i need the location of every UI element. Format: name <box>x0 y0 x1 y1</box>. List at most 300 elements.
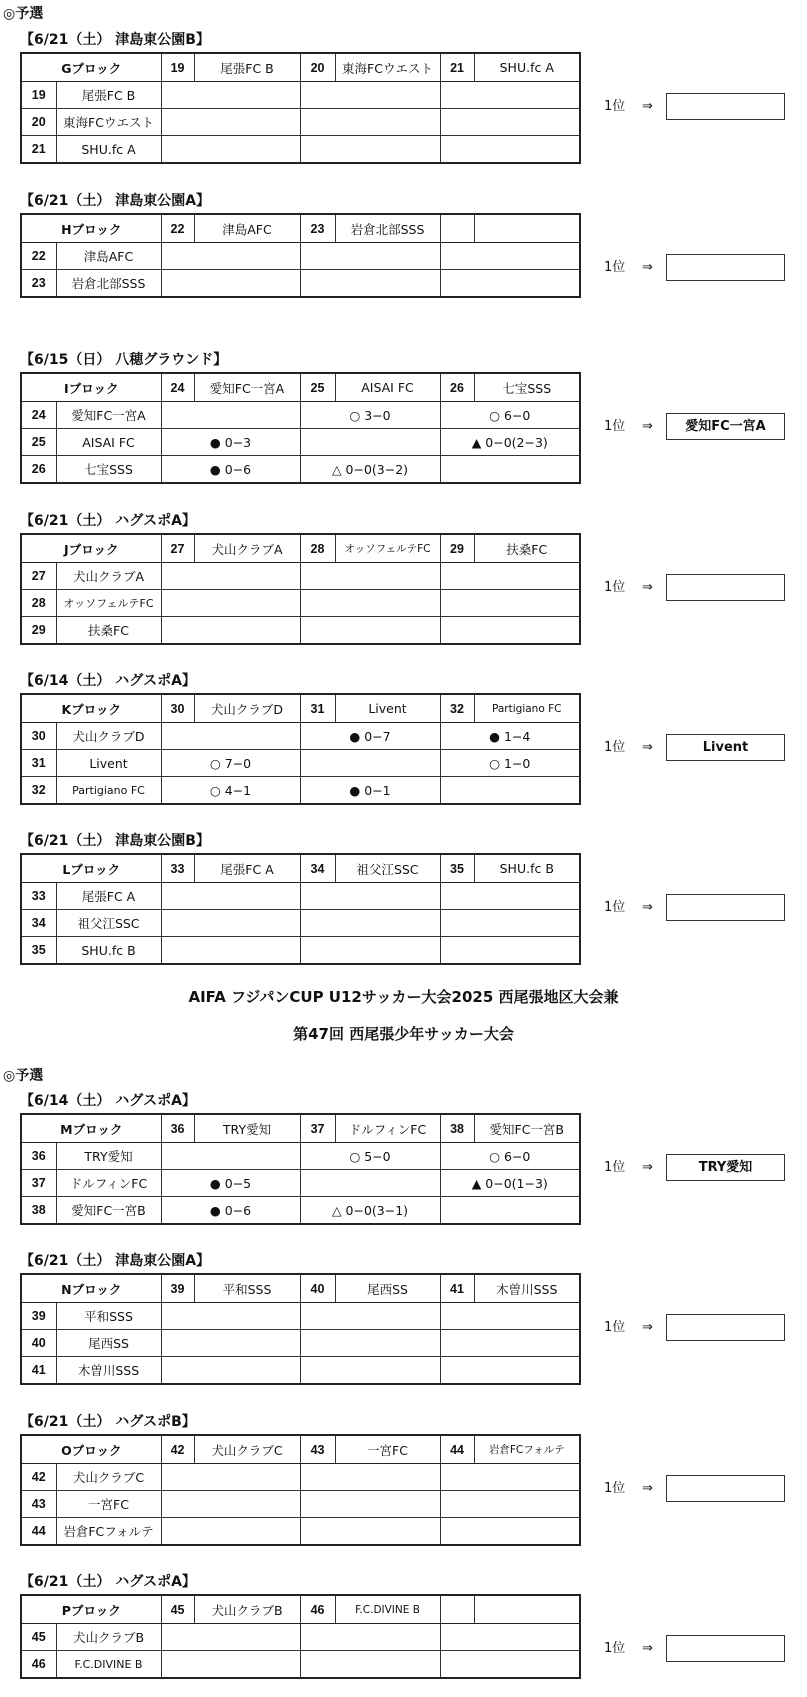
result-cell <box>440 563 580 590</box>
header-team-name: 愛知FC一宮B <box>474 1114 580 1143</box>
header-team-number: 29 <box>440 534 474 563</box>
header-row <box>21 1274 580 1303</box>
table-row <box>21 590 580 617</box>
result-cell: ▲ 0−0(2−3) <box>440 429 580 456</box>
row-team-number: 19 <box>21 82 56 109</box>
block-table <box>20 533 581 645</box>
row-team-number: 28 <box>21 590 56 617</box>
header-team-number: 40 <box>300 1274 335 1303</box>
arrow-right-icon: ⇒ <box>642 1160 653 1175</box>
block-name: Jブロック <box>21 534 161 563</box>
row-team-number: 27 <box>21 563 56 590</box>
first-place-label: 1位 <box>604 900 626 915</box>
table-row <box>21 617 580 645</box>
row-team-name: 犬山クラブC <box>56 1464 161 1491</box>
result-cell <box>440 1651 580 1679</box>
header-team-name: 木曽川SSS <box>474 1274 580 1303</box>
first-place-team-box: 愛知FC一宮A <box>666 413 785 440</box>
table-row <box>21 82 580 109</box>
row-team-number: 30 <box>21 723 56 750</box>
block-table <box>20 372 581 484</box>
result-cell: △ 0−0(3−2) <box>300 456 440 484</box>
row-team-number: 20 <box>21 109 56 136</box>
result-cell <box>300 1464 440 1491</box>
result-cell <box>161 910 300 937</box>
header-team-name: オッソフェルテFC <box>335 534 440 563</box>
result-cell <box>300 563 440 590</box>
header-team-name: 祖父江SSC <box>335 854 440 883</box>
row-team-number: 33 <box>21 883 56 910</box>
row-team-name: 岩倉FCフォルテ <box>56 1518 161 1546</box>
header-row <box>21 373 580 402</box>
result-cell <box>300 1491 440 1518</box>
header-team-name: 尾張FC B <box>194 53 300 82</box>
header-team-number <box>440 1595 474 1624</box>
arrow-right-icon: ⇒ <box>642 740 653 755</box>
result-cell: ● 0−1 <box>300 777 440 805</box>
row-team-name: 扶桑FC <box>56 617 161 645</box>
header-team-number: 45 <box>161 1595 194 1624</box>
arrow-right-icon: ⇒ <box>642 1320 653 1335</box>
table-row <box>21 750 580 777</box>
header-team-name: 岩倉FCフォルテ <box>474 1435 580 1464</box>
block-name: Lブロック <box>21 854 161 883</box>
header-team-number: 34 <box>300 854 335 883</box>
header-row <box>21 53 580 82</box>
table-row <box>21 402 580 429</box>
row-team-name: Livent <box>56 750 161 777</box>
arrow-right-icon: ⇒ <box>642 1481 653 1496</box>
table-row <box>21 456 580 484</box>
header-team-name <box>474 214 580 243</box>
row-team-name: 犬山クラブB <box>56 1624 161 1651</box>
row-team-number: 36 <box>21 1143 56 1170</box>
block-table <box>20 213 581 298</box>
header-team-name: 犬山クラブC <box>194 1435 300 1464</box>
result-cell <box>161 1464 300 1491</box>
row-team-number: 45 <box>21 1624 56 1651</box>
header-team-name: 愛知FC一宮A <box>194 373 300 402</box>
row-team-number: 24 <box>21 402 56 429</box>
result-cell <box>300 1330 440 1357</box>
result-cell <box>440 1303 580 1330</box>
header-team-number: 44 <box>440 1435 474 1464</box>
header-team-number: 46 <box>300 1595 335 1624</box>
header-row <box>21 1114 580 1143</box>
result-cell: ○ 7−0 <box>161 750 300 777</box>
header-team-name: AISAI FC <box>335 373 440 402</box>
result-cell <box>300 617 440 645</box>
arrow-right-icon: ⇒ <box>642 260 653 275</box>
arrow-right-icon: ⇒ <box>642 1641 653 1656</box>
block-name: Mブロック <box>21 1114 161 1143</box>
first-place-label: 1位 <box>604 1641 626 1656</box>
row-team-name: SHU.fc A <box>56 136 161 164</box>
row-team-number: 46 <box>21 1651 56 1679</box>
first-place-label: 1位 <box>604 99 626 114</box>
header-team-name: ドルフィンFC <box>335 1114 440 1143</box>
table-row <box>21 1624 580 1651</box>
result-cell: ● 1−4 <box>440 723 580 750</box>
table-row <box>21 1491 580 1518</box>
result-cell <box>300 1624 440 1651</box>
table-row <box>21 1651 580 1679</box>
result-cell <box>300 270 440 298</box>
row-team-name: オッソフェルテFC <box>56 590 161 617</box>
result-cell <box>300 1170 440 1197</box>
tournament-title: AIFA フジパンCUP U12サッカー大会2025 西尾張地区大会兼 <box>188 988 619 1006</box>
row-team-name: 尾張FC A <box>56 883 161 910</box>
result-cell <box>161 1357 300 1385</box>
result-cell <box>440 136 580 164</box>
result-cell <box>161 243 300 270</box>
venue-heading: 【6/21（土） 津島東公園A】 <box>20 1253 211 1269</box>
result-cell <box>440 1491 580 1518</box>
row-team-name: 東海FCウエスト <box>56 109 161 136</box>
venue-heading: 【6/21（土） 津島東公園B】 <box>20 833 210 849</box>
venue-heading: 【6/14（土） ハグスポA】 <box>20 1093 196 1109</box>
header-team-number: 33 <box>161 854 194 883</box>
result-cell: ▲ 0−0(1−3) <box>440 1170 580 1197</box>
result-cell: ● 0−3 <box>161 429 300 456</box>
result-cell <box>440 270 580 298</box>
row-team-number: 38 <box>21 1197 56 1225</box>
result-cell <box>440 590 580 617</box>
venue-heading: 【6/21（土） 津島東公園B】 <box>20 32 210 48</box>
venue-heading: 【6/21（土） 津島東公園A】 <box>20 193 211 209</box>
first-place-team-box <box>666 894 785 921</box>
header-row <box>21 1595 580 1624</box>
table-row <box>21 136 580 164</box>
arrow-right-icon: ⇒ <box>642 419 653 434</box>
header-row <box>21 854 580 883</box>
row-team-number: 44 <box>21 1518 56 1546</box>
result-cell <box>300 243 440 270</box>
row-team-number: 35 <box>21 937 56 965</box>
header-team-number: 23 <box>300 214 335 243</box>
venue-heading: 【6/21（土） ハグスポB】 <box>20 1414 196 1430</box>
header-team-name: 津島AFC <box>194 214 300 243</box>
result-cell: ○ 6−0 <box>440 402 580 429</box>
block-table <box>20 1594 581 1679</box>
header-team-name: 平和SSS <box>194 1274 300 1303</box>
row-team-number: 23 <box>21 270 56 298</box>
result-cell <box>440 883 580 910</box>
row-team-name: AISAI FC <box>56 429 161 456</box>
section-heading-preliminary-2: ◎予選 <box>3 1068 44 1084</box>
block-name: Kブロック <box>21 694 161 723</box>
result-cell: ○ 1−0 <box>440 750 580 777</box>
header-team-name: TRY愛知 <box>194 1114 300 1143</box>
arrow-right-icon: ⇒ <box>642 580 653 595</box>
row-team-name: F.C.DIVINE B <box>56 1651 161 1679</box>
row-team-name: 尾張FC B <box>56 82 161 109</box>
result-cell <box>161 723 300 750</box>
result-cell <box>300 937 440 965</box>
result-cell <box>440 243 580 270</box>
result-cell <box>440 1197 580 1225</box>
table-row <box>21 563 580 590</box>
block-table <box>20 52 581 164</box>
result-cell: ● 0−5 <box>161 1170 300 1197</box>
header-team-number: 21 <box>440 53 474 82</box>
result-cell <box>161 883 300 910</box>
row-team-name: 一宮FC <box>56 1491 161 1518</box>
header-team-number: 19 <box>161 53 194 82</box>
result-cell <box>161 136 300 164</box>
table-row <box>21 429 580 456</box>
result-cell <box>440 109 580 136</box>
header-team-number: 42 <box>161 1435 194 1464</box>
table-row <box>21 777 580 805</box>
first-place-team-box: TRY愛知 <box>666 1154 785 1181</box>
row-team-name: 七宝SSS <box>56 456 161 484</box>
header-team-name: 尾張FC A <box>194 854 300 883</box>
header-team-number: 22 <box>161 214 194 243</box>
result-cell <box>161 937 300 965</box>
table-row <box>21 243 580 270</box>
result-cell <box>300 1357 440 1385</box>
row-team-number: 32 <box>21 777 56 805</box>
row-team-name: 犬山クラブA <box>56 563 161 590</box>
header-team-name: SHU.fc A <box>474 53 580 82</box>
block-name: Iブロック <box>21 373 161 402</box>
result-cell: ● 0−6 <box>161 1197 300 1225</box>
header-team-name: 七宝SSS <box>474 373 580 402</box>
result-cell <box>440 1357 580 1385</box>
header-row <box>21 694 580 723</box>
block-table <box>20 693 581 805</box>
result-cell <box>300 883 440 910</box>
result-cell <box>161 1651 300 1679</box>
result-cell <box>161 1303 300 1330</box>
table-row <box>21 1170 580 1197</box>
result-cell <box>161 617 300 645</box>
header-team-name: 東海FCウエスト <box>335 53 440 82</box>
result-cell <box>161 1143 300 1170</box>
header-team-name: 扶桑FC <box>474 534 580 563</box>
first-place-label: 1位 <box>604 1160 626 1175</box>
table-row <box>21 1518 580 1546</box>
result-cell <box>161 590 300 617</box>
result-cell <box>440 1330 580 1357</box>
header-team-name: 岩倉北部SSS <box>335 214 440 243</box>
result-cell: ● 0−6 <box>161 456 300 484</box>
row-team-name: 愛知FC一宮A <box>56 402 161 429</box>
header-team-number: 35 <box>440 854 474 883</box>
row-team-name: Partigiano FC <box>56 777 161 805</box>
result-cell <box>161 1330 300 1357</box>
row-team-number: 22 <box>21 243 56 270</box>
row-team-number: 21 <box>21 136 56 164</box>
block-name: Gブロック <box>21 53 161 82</box>
row-team-name: 祖父江SSC <box>56 910 161 937</box>
table-row <box>21 910 580 937</box>
row-team-number: 37 <box>21 1170 56 1197</box>
block-table <box>20 1273 581 1385</box>
result-cell <box>161 109 300 136</box>
section-heading-preliminary: ◎予選 <box>3 6 44 22</box>
table-row <box>21 1143 580 1170</box>
result-cell <box>440 456 580 484</box>
header-row <box>21 534 580 563</box>
header-team-number: 38 <box>440 1114 474 1143</box>
result-cell <box>440 937 580 965</box>
block-name: Pブロック <box>21 1595 161 1624</box>
header-team-name: SHU.fc B <box>474 854 580 883</box>
row-team-name: SHU.fc B <box>56 937 161 965</box>
first-place-team-box <box>666 93 785 120</box>
result-cell <box>440 617 580 645</box>
venue-heading: 【6/21（土） ハグスポA】 <box>20 513 196 529</box>
first-place-label: 1位 <box>604 419 626 434</box>
result-cell: △ 0−0(3−1) <box>300 1197 440 1225</box>
first-place-team-box <box>666 574 785 601</box>
row-team-number: 31 <box>21 750 56 777</box>
header-team-number: 32 <box>440 694 474 723</box>
block-table <box>20 1434 581 1546</box>
header-team-number: 24 <box>161 373 194 402</box>
header-row <box>21 214 580 243</box>
table-row <box>21 723 580 750</box>
header-team-number: 39 <box>161 1274 194 1303</box>
table-row <box>21 1197 580 1225</box>
row-team-number: 42 <box>21 1464 56 1491</box>
header-row <box>21 1435 580 1464</box>
header-team-number: 31 <box>300 694 335 723</box>
first-place-team-box <box>666 254 785 281</box>
header-team-name: 犬山クラブD <box>194 694 300 723</box>
result-cell <box>161 270 300 298</box>
result-cell <box>440 82 580 109</box>
result-cell <box>440 910 580 937</box>
header-team-number: 30 <box>161 694 194 723</box>
row-team-number: 41 <box>21 1357 56 1385</box>
result-cell: ○ 3−0 <box>300 402 440 429</box>
row-team-number: 29 <box>21 617 56 645</box>
result-cell <box>300 109 440 136</box>
header-team-name <box>474 1595 580 1624</box>
row-team-number: 43 <box>21 1491 56 1518</box>
result-cell: ○ 6−0 <box>440 1143 580 1170</box>
header-team-name: Livent <box>335 694 440 723</box>
result-cell <box>300 429 440 456</box>
row-team-number: 34 <box>21 910 56 937</box>
venue-heading: 【6/21（土） ハグスポA】 <box>20 1574 196 1590</box>
row-team-name: 尾西SS <box>56 1330 161 1357</box>
table-row <box>21 109 580 136</box>
row-team-name: ドルフィンFC <box>56 1170 161 1197</box>
header-team-number <box>440 214 474 243</box>
row-team-name: 津島AFC <box>56 243 161 270</box>
header-team-number: 36 <box>161 1114 194 1143</box>
row-team-name: 愛知FC一宮B <box>56 1197 161 1225</box>
first-place-label: 1位 <box>604 260 626 275</box>
table-row <box>21 1464 580 1491</box>
arrow-right-icon: ⇒ <box>642 900 653 915</box>
block-name: Nブロック <box>21 1274 161 1303</box>
header-team-name: 犬山クラブB <box>194 1595 300 1624</box>
result-cell <box>300 136 440 164</box>
header-team-number: 25 <box>300 373 335 402</box>
result-cell <box>440 1464 580 1491</box>
tournament-subtitle: 第47回 西尾張少年サッカー大会 <box>293 1025 514 1043</box>
result-cell <box>161 1491 300 1518</box>
result-cell <box>300 82 440 109</box>
result-cell <box>300 1303 440 1330</box>
venue-heading: 【6/15（日） 八穂グラウンド】 <box>20 352 228 368</box>
row-team-name: TRY愛知 <box>56 1143 161 1170</box>
block-name: Oブロック <box>21 1435 161 1464</box>
header-team-name: Partigiano FC <box>474 694 580 723</box>
result-cell <box>300 1651 440 1679</box>
header-team-name: 尾西SS <box>335 1274 440 1303</box>
table-row <box>21 883 580 910</box>
table-row <box>21 1357 580 1385</box>
first-place-team-box: Livent <box>666 734 785 761</box>
first-place-team-box <box>666 1314 785 1341</box>
row-team-number: 26 <box>21 456 56 484</box>
result-cell <box>440 1518 580 1546</box>
table-row <box>21 1303 580 1330</box>
header-team-number: 43 <box>300 1435 335 1464</box>
row-team-name: 木曽川SSS <box>56 1357 161 1385</box>
block-table <box>20 853 581 965</box>
header-team-name: 一宮FC <box>335 1435 440 1464</box>
row-team-name: 犬山クラブD <box>56 723 161 750</box>
row-team-name: 平和SSS <box>56 1303 161 1330</box>
venue-heading: 【6/14（土） ハグスポA】 <box>20 673 196 689</box>
row-team-name: 岩倉北部SSS <box>56 270 161 298</box>
block-table <box>20 1113 581 1225</box>
result-cell <box>300 750 440 777</box>
result-cell: ○ 4−1 <box>161 777 300 805</box>
header-team-name: F.C.DIVINE B <box>335 1595 440 1624</box>
header-team-name: 犬山クラブA <box>194 534 300 563</box>
result-cell <box>161 563 300 590</box>
row-team-number: 40 <box>21 1330 56 1357</box>
result-cell: ○ 5−0 <box>300 1143 440 1170</box>
result-cell <box>440 1624 580 1651</box>
row-team-number: 25 <box>21 429 56 456</box>
block-name: Hブロック <box>21 214 161 243</box>
result-cell <box>300 590 440 617</box>
first-place-label: 1位 <box>604 1320 626 1335</box>
row-team-number: 39 <box>21 1303 56 1330</box>
result-cell <box>161 1624 300 1651</box>
result-cell <box>300 910 440 937</box>
table-row <box>21 270 580 298</box>
header-team-number: 20 <box>300 53 335 82</box>
first-place-label: 1位 <box>604 580 626 595</box>
result-cell <box>440 777 580 805</box>
result-cell <box>161 402 300 429</box>
arrow-right-icon: ⇒ <box>642 99 653 114</box>
first-place-label: 1位 <box>604 740 626 755</box>
result-cell <box>300 1518 440 1546</box>
first-place-team-box <box>666 1475 785 1502</box>
header-team-number: 26 <box>440 373 474 402</box>
header-team-number: 37 <box>300 1114 335 1143</box>
result-cell: ● 0−7 <box>300 723 440 750</box>
header-team-number: 28 <box>300 534 335 563</box>
table-row <box>21 937 580 965</box>
result-cell <box>161 82 300 109</box>
first-place-team-box <box>666 1635 785 1662</box>
first-place-label: 1位 <box>604 1481 626 1496</box>
header-team-number: 27 <box>161 534 194 563</box>
result-cell <box>161 1518 300 1546</box>
